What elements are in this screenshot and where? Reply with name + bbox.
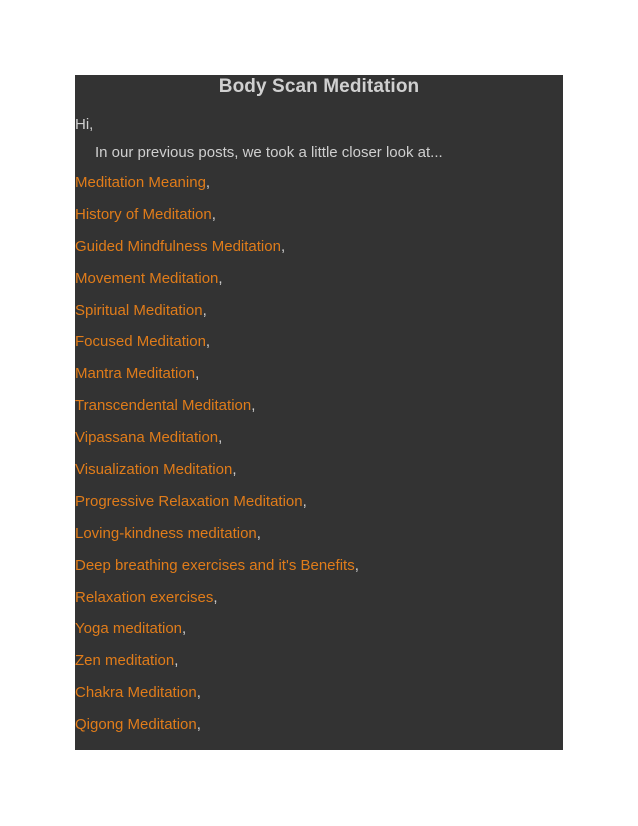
article-link[interactable]: Visualization Meditation xyxy=(75,461,233,479)
article-link[interactable]: Spiritual Meditation xyxy=(75,301,203,319)
link-list-item xyxy=(75,459,563,491)
comma-separator: , xyxy=(202,301,207,319)
article-link[interactable]: Mantra Meditation xyxy=(75,365,196,383)
comma-separator: , xyxy=(182,620,187,638)
article-link[interactable]: Chakra Meditation xyxy=(75,684,197,702)
link-list-item xyxy=(75,172,563,204)
link-list-item xyxy=(75,395,563,427)
comma-separator: , xyxy=(211,205,216,223)
article-link[interactable]: Loving-kindness meditation xyxy=(75,524,257,542)
intro-text: In our previous posts, we took a little closer look at... xyxy=(95,144,443,161)
comma-separator: , xyxy=(232,461,237,479)
article-title: Body Scan Meditation xyxy=(218,76,420,97)
comma-separator: , xyxy=(205,333,211,351)
link-list-item xyxy=(75,682,563,714)
article-link[interactable]: Yoga meditation xyxy=(75,620,183,638)
article-link[interactable]: Transcendental Meditation xyxy=(75,397,252,415)
link-list-item xyxy=(75,204,563,236)
comma-separator: , xyxy=(251,397,256,415)
comma-separator: , xyxy=(196,684,201,702)
link-list-item xyxy=(75,618,563,650)
article-link[interactable]: Deep breathing exercises and it's Benefits xyxy=(75,556,355,574)
article-link[interactable]: Guided Mindfulness Meditation xyxy=(75,237,281,255)
article-body xyxy=(75,75,563,750)
link-list-item xyxy=(75,555,563,587)
article-link[interactable]: History of Meditation xyxy=(75,205,212,223)
meditation-links-list xyxy=(75,172,563,746)
article-link[interactable]: Zen meditation xyxy=(75,652,175,670)
article-link[interactable]: Qigong Meditation xyxy=(75,716,197,734)
link-list-item xyxy=(75,523,563,555)
link-list-item xyxy=(75,363,563,395)
link-list-item xyxy=(75,714,563,746)
greeting-text: Hi, xyxy=(75,116,94,133)
article-link[interactable]: Movement Meditation xyxy=(75,269,219,287)
comma-separator: , xyxy=(302,492,307,510)
comma-separator: , xyxy=(280,237,286,255)
link-list-item xyxy=(75,587,563,619)
comma-separator: , xyxy=(354,556,359,574)
article-link[interactable]: Progressive Relaxation Meditation xyxy=(75,492,303,510)
comma-separator: , xyxy=(213,588,218,606)
comma-separator: , xyxy=(195,365,200,383)
link-list-item xyxy=(75,236,563,268)
link-list-item xyxy=(75,491,563,523)
comma-separator: , xyxy=(218,429,223,447)
link-list-item xyxy=(75,650,563,682)
article-link[interactable]: Meditation Meaning xyxy=(75,174,206,191)
comma-separator: , xyxy=(256,524,261,542)
article-link[interactable]: Vipassana Meditation xyxy=(75,429,219,447)
link-list-item xyxy=(75,300,563,332)
link-list-item xyxy=(75,427,563,459)
comma-separator: , xyxy=(196,716,201,734)
article-link[interactable]: Focused Meditation xyxy=(75,333,206,351)
comma-separator: , xyxy=(205,174,211,191)
comma-separator: , xyxy=(218,269,223,287)
link-list-item xyxy=(75,268,563,300)
link-list-item xyxy=(75,331,563,363)
article-link[interactable]: Relaxation exercises xyxy=(75,588,214,606)
comma-separator: , xyxy=(174,652,179,670)
